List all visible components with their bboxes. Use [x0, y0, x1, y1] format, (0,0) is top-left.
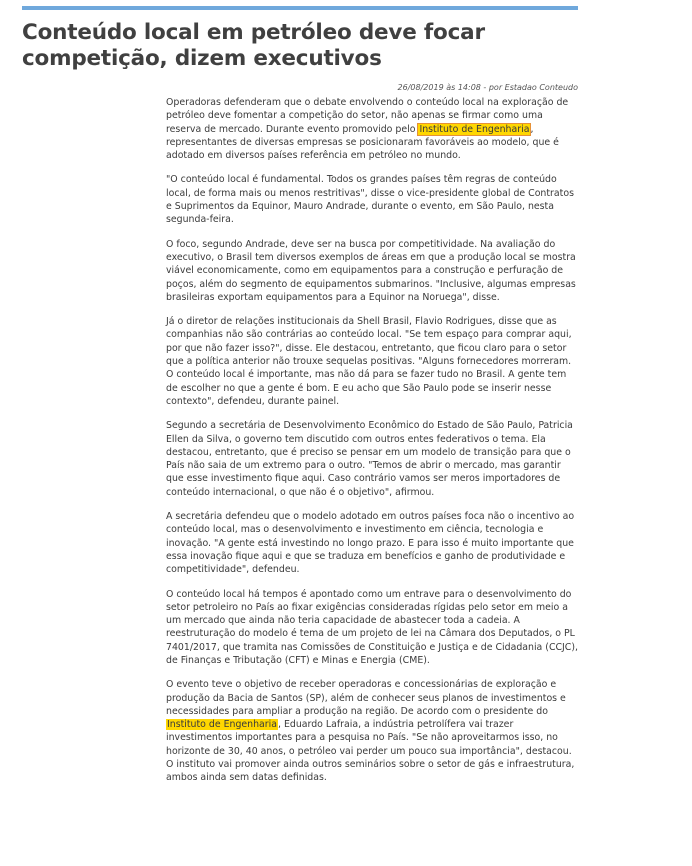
paragraph-1-text-b: , representantes de diversas empresas se posicionaram favoráveis ao modelo, que é adotado em diversos países referência em petróleo no mundo. — [166, 123, 559, 162]
highlight-instituto-de-engenharia: Instituto de Engenharia — [419, 123, 530, 135]
paragraph-1-text-a: Operadoras defenderam que o debate envolvendo o conteúdo local na exploração de petróleo deve fomentar a competição do setor, não apenas se firmar como uma reserva de mercado. Durante evento promovido pelo — [166, 97, 569, 135]
article-title: Conteúdo local em petróleo deve focar competição, dizem executivos — [22, 20, 485, 71]
paragraph-3: O foco, segundo Andrade, deve ser na busca por competitividade. Na avaliação do executivo, o Brasil tem diversos exemplos de áreas em que a produção local se mostra viável economicamente, como em equipamentos para a construção e perfuração de poços, além do segmento de equipamentos submarinos. "Inclusive, algumas empresas brasileiras exportam equipamentos para a Equinor na Noruega", disse. — [166, 238, 576, 303]
article-byline — [398, 83, 578, 92]
paragraph-6: A secretária defendeu que o modelo adotado em outros países foca não o incentivo ao conteúdo local, mas o desenvolvimento e investimento em ciência, tecnologia e inovação. "A gente está investindo no longo prazo. E para isso é muito importante que essa inovação fique aqui e que se traduza em benefícios e ganho de produtividade e competitividade", defendeu. — [166, 511, 575, 576]
byline-source: Estadao Conteudo — [504, 83, 578, 92]
byline-date: 26/08/2019 às 14:08 — [397, 83, 481, 92]
paragraph-2: "O conteúdo local é fundamental. Todos os grandes países têm regras de conteúdo local, de forma mais ou menos restritivas", disse o vice-presidente global de Contratos e Suprimentos da Equinor, Mauro Andrade, durante o evento, em São Paulo, nesta segunda-feira. — [166, 174, 574, 226]
paragraph-5: Segundo a secretária de Desenvolvimento Econômico do Estado de São Paulo, Patricia Ellen da Silva, o governo tem discutido com outros entes federativos o tema. Ela destacou, entretanto, que é preciso se pensar em um modelo de transição para que o País não saia de um extremo para o outro. "Temos de abrir o mercado, mas garantir que esse investimento fique aqui. Caso contrário vamos ser meros importadores de conteúdo internacional, o que não é o objetivo", afirmou. — [166, 420, 573, 498]
article-body — [166, 96, 579, 796]
paragraph-8-text-a: O evento teve o objetivo de receber operadoras e concessionárias de exploração e produção da Bacia de Santos (SP), além de conhecer seus planos de investimentos e necessidades para ampliar a produção na região. De acordo com o presidente do — [166, 679, 566, 717]
top-accent-rule — [22, 6, 578, 10]
byline-separator: - por — [480, 83, 505, 92]
paragraph-4: Já o diretor de relações institucionais da Shell Brasil, Flavio Rodrigues, disse que as companhias não são contrárias ao conteúdo local. "Se tem espaço para comprar aqui, por que não fazer isso?", disse. Ele destacou, entretanto, que ficou claro para o setor que a política anterior não trouxe sequelas positivas. "Alguns fornecedores morreram. O conteúdo local é importante, mas não dá para se fazer tudo no Brasil. A gente tem de escolher no que a gente é bom. E eu acho que São Paulo pode se inserir nesse contexto", defendeu, durante painel. — [166, 316, 572, 407]
paragraph-8-text-b: , Eduardo Lafraia, a indústria petrolífera vai trazer investimentos importantes para a pesquisa no País. "Se não aproveitarmos isso, no horizonte de 30, 40 anos, o petróleo vai perder um pouco sua importância", destacou. O instituto vai promover ainda outros seminários sobre o setor de gás e infraestrutura, ambos ainda sem datas definidas. — [166, 719, 575, 784]
highlight-instituto-de-engenharia: Instituto de Engenharia — [167, 719, 277, 731]
paragraph-7: O conteúdo local há tempos é apontado como um entrave para o desenvolvimento do setor petroleiro no País ao fixar exigências consideradas rígidas pelo setor em meio a um mercado que ainda não teria capacidade de abastecer toda a cadeia. A reestruturação do modelo é tema de um projeto de lei na Câmara dos Deputados, o PL 7401/2017, que tramita nas Comissões de Constituição e Justiça e de Cidadania (CCJC), de Finanças e Tributação (CFT) e Minas e Energia (CME). — [166, 588, 578, 666]
paragraph-8 — [166, 678, 579, 784]
paragraph-1 — [166, 96, 579, 162]
